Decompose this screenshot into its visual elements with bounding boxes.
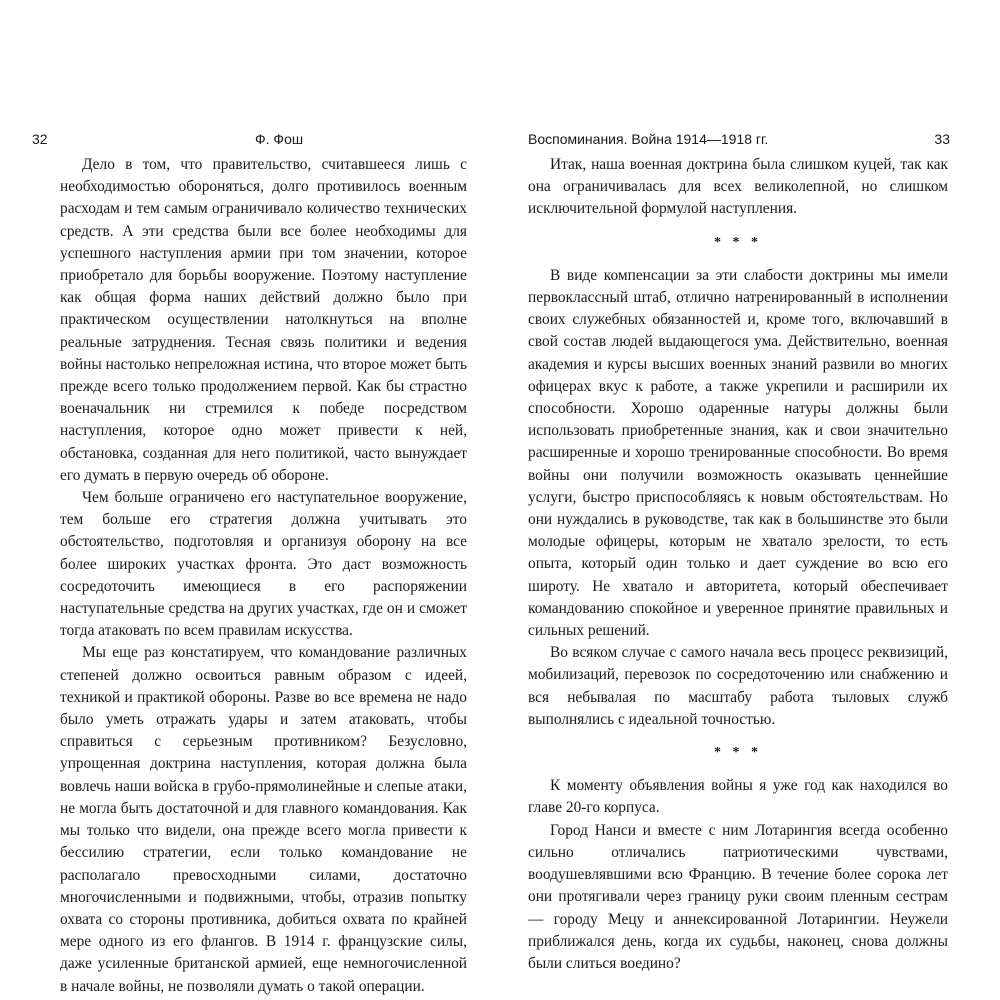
paragraph: Город Нанси и вместе с ним Лотарингия всегда особенно сильно отличались патриотическими чувствами, воодушевлявшими всю Францию. В течение более сорока лет они протягивали через границу руки своим пленным сестрам — городу Мецу и аннексированной Лотарингии. Неужели приближался день, когда их судьбы, наконец, снова должны были слиться воедино? — [528, 821, 948, 972]
paragraph: Дело в том, что правительство, считавшееся лишь с необходимостью обороняться, долго противилось военным расходам и тем самым ограничивало количество технических средств. А эти средства были все более необходимы для успешного наступления армии при том значении, которое приобретало для борьбы вооружение. Поэтому наступление как общая форма наших действий должно было при практическом осуществлении натолкнуться на вполне реальные затруднения. Тесная связь политики и ведения войны настолько непреложная истина, что второе может быть прежде всего только продолжением первой. Как бы страстно военачальник ни стремился к победе посредством наступления, которое одно может привести к ней, обстановка, созданная для него политикой, часто вынуждает его думать в первую очередь об обороне. — [60, 156, 467, 484]
right-running-head — [528, 128, 948, 150]
section-separator: * * * — [714, 234, 762, 250]
left-running-head — [32, 128, 467, 150]
left-page — [32, 128, 467, 998]
right-page-number: 33 — [934, 131, 950, 147]
paragraph: Итак, наша военная доктрина была слишком куцей, так как она ограничивалась для всех великолепной, но слишком исключительной формулой наступления. — [528, 156, 948, 218]
left-running-head-author: Ф. Фош — [255, 131, 304, 147]
left-body-text — [60, 154, 467, 998]
right-running-head-title: Воспоминания. Война 1914—1918 гг. — [528, 131, 769, 147]
paragraph: В виде компенсации за эти слабости доктрины мы имели первоклассный штаб, отлично натренированный в исполнении своих служебных обязанностей и, кроме того, включавший в свой состав людей выдающегося ума. Действительно, военная академия и курсы высших военных знаний развили во многих офицерах вкус к работе, а также укрепили и расширили их способности. Хорошо одаренные натуры должны были использовать приобретенные знания, как и свои значительно расширенные и хорошо тренированные способности. Во время войны они получили возможность оказывать ценнейшие услуги, быстро приспособляясь к новым обстоятельствам. Но они нуждались в руководстве, так как в большинстве это были молодые офицеры, которым не хватало зрелости, то есть опыта, который один только и дает суждение во всю его широту. Не хватало и авторитета, который обеспечивает командованию спокойное и уверенное принятие правильных и сильных решений. — [528, 266, 948, 640]
left-page-number: 32 — [32, 131, 48, 147]
paragraph: К моменту объявления войны я уже год как находился во главе 20-го корпуса. — [528, 777, 948, 817]
paragraph: Чем больше ограничено его наступательное вооружение, тем больше его стратегия должна учитывать это обстоятельство, подготовляя и организуя оборону на все более широких участках фронта. Это даст возможность сосредоточить имеющиеся в его распоряжении наступательные средства на других участках, где он и сможет тогда атаковать по всем правилам искусства. — [60, 489, 467, 640]
right-body-text — [528, 154, 948, 975]
section-separator: * * * — [714, 745, 762, 761]
paragraph: Во всяком случае с самого начала весь процесс реквизиций, мобилизаций, перевозок по сосредоточению или снабжению и вся небывалая по масштабу работа тыловых служб выполнялись с идеальной точностью. — [528, 644, 948, 728]
right-page — [528, 128, 948, 975]
paragraph: Мы еще раз констатируем, что командование различных степеней должно освоиться равным образом с идеей, техникой и практикой обороны. Разве во все времена не надо было уметь отражать удары и затем атаковать, чтобы справиться с серьезным противником? Безусловно, упрощенная доктрина наступления, которая должна была вовлечь наши войска в грубо-прямолинейные и слепые атаки, не могла быть достаточной и для главного командования. Как мы только что видели, она прежде всего могла привести к бессилию стратегии, если только командование не располагало превосходными силами, достаточно многочисленными и подвижными, чтобы, отразив попытку охвата со стороны противника, добиться охвата по крайней мере одного из его флангов. В 1914 г. французские силы, даже усиленные британской армией, еще немногочисленной в начале войны, не позволяли думать о такой операции. — [60, 644, 467, 995]
